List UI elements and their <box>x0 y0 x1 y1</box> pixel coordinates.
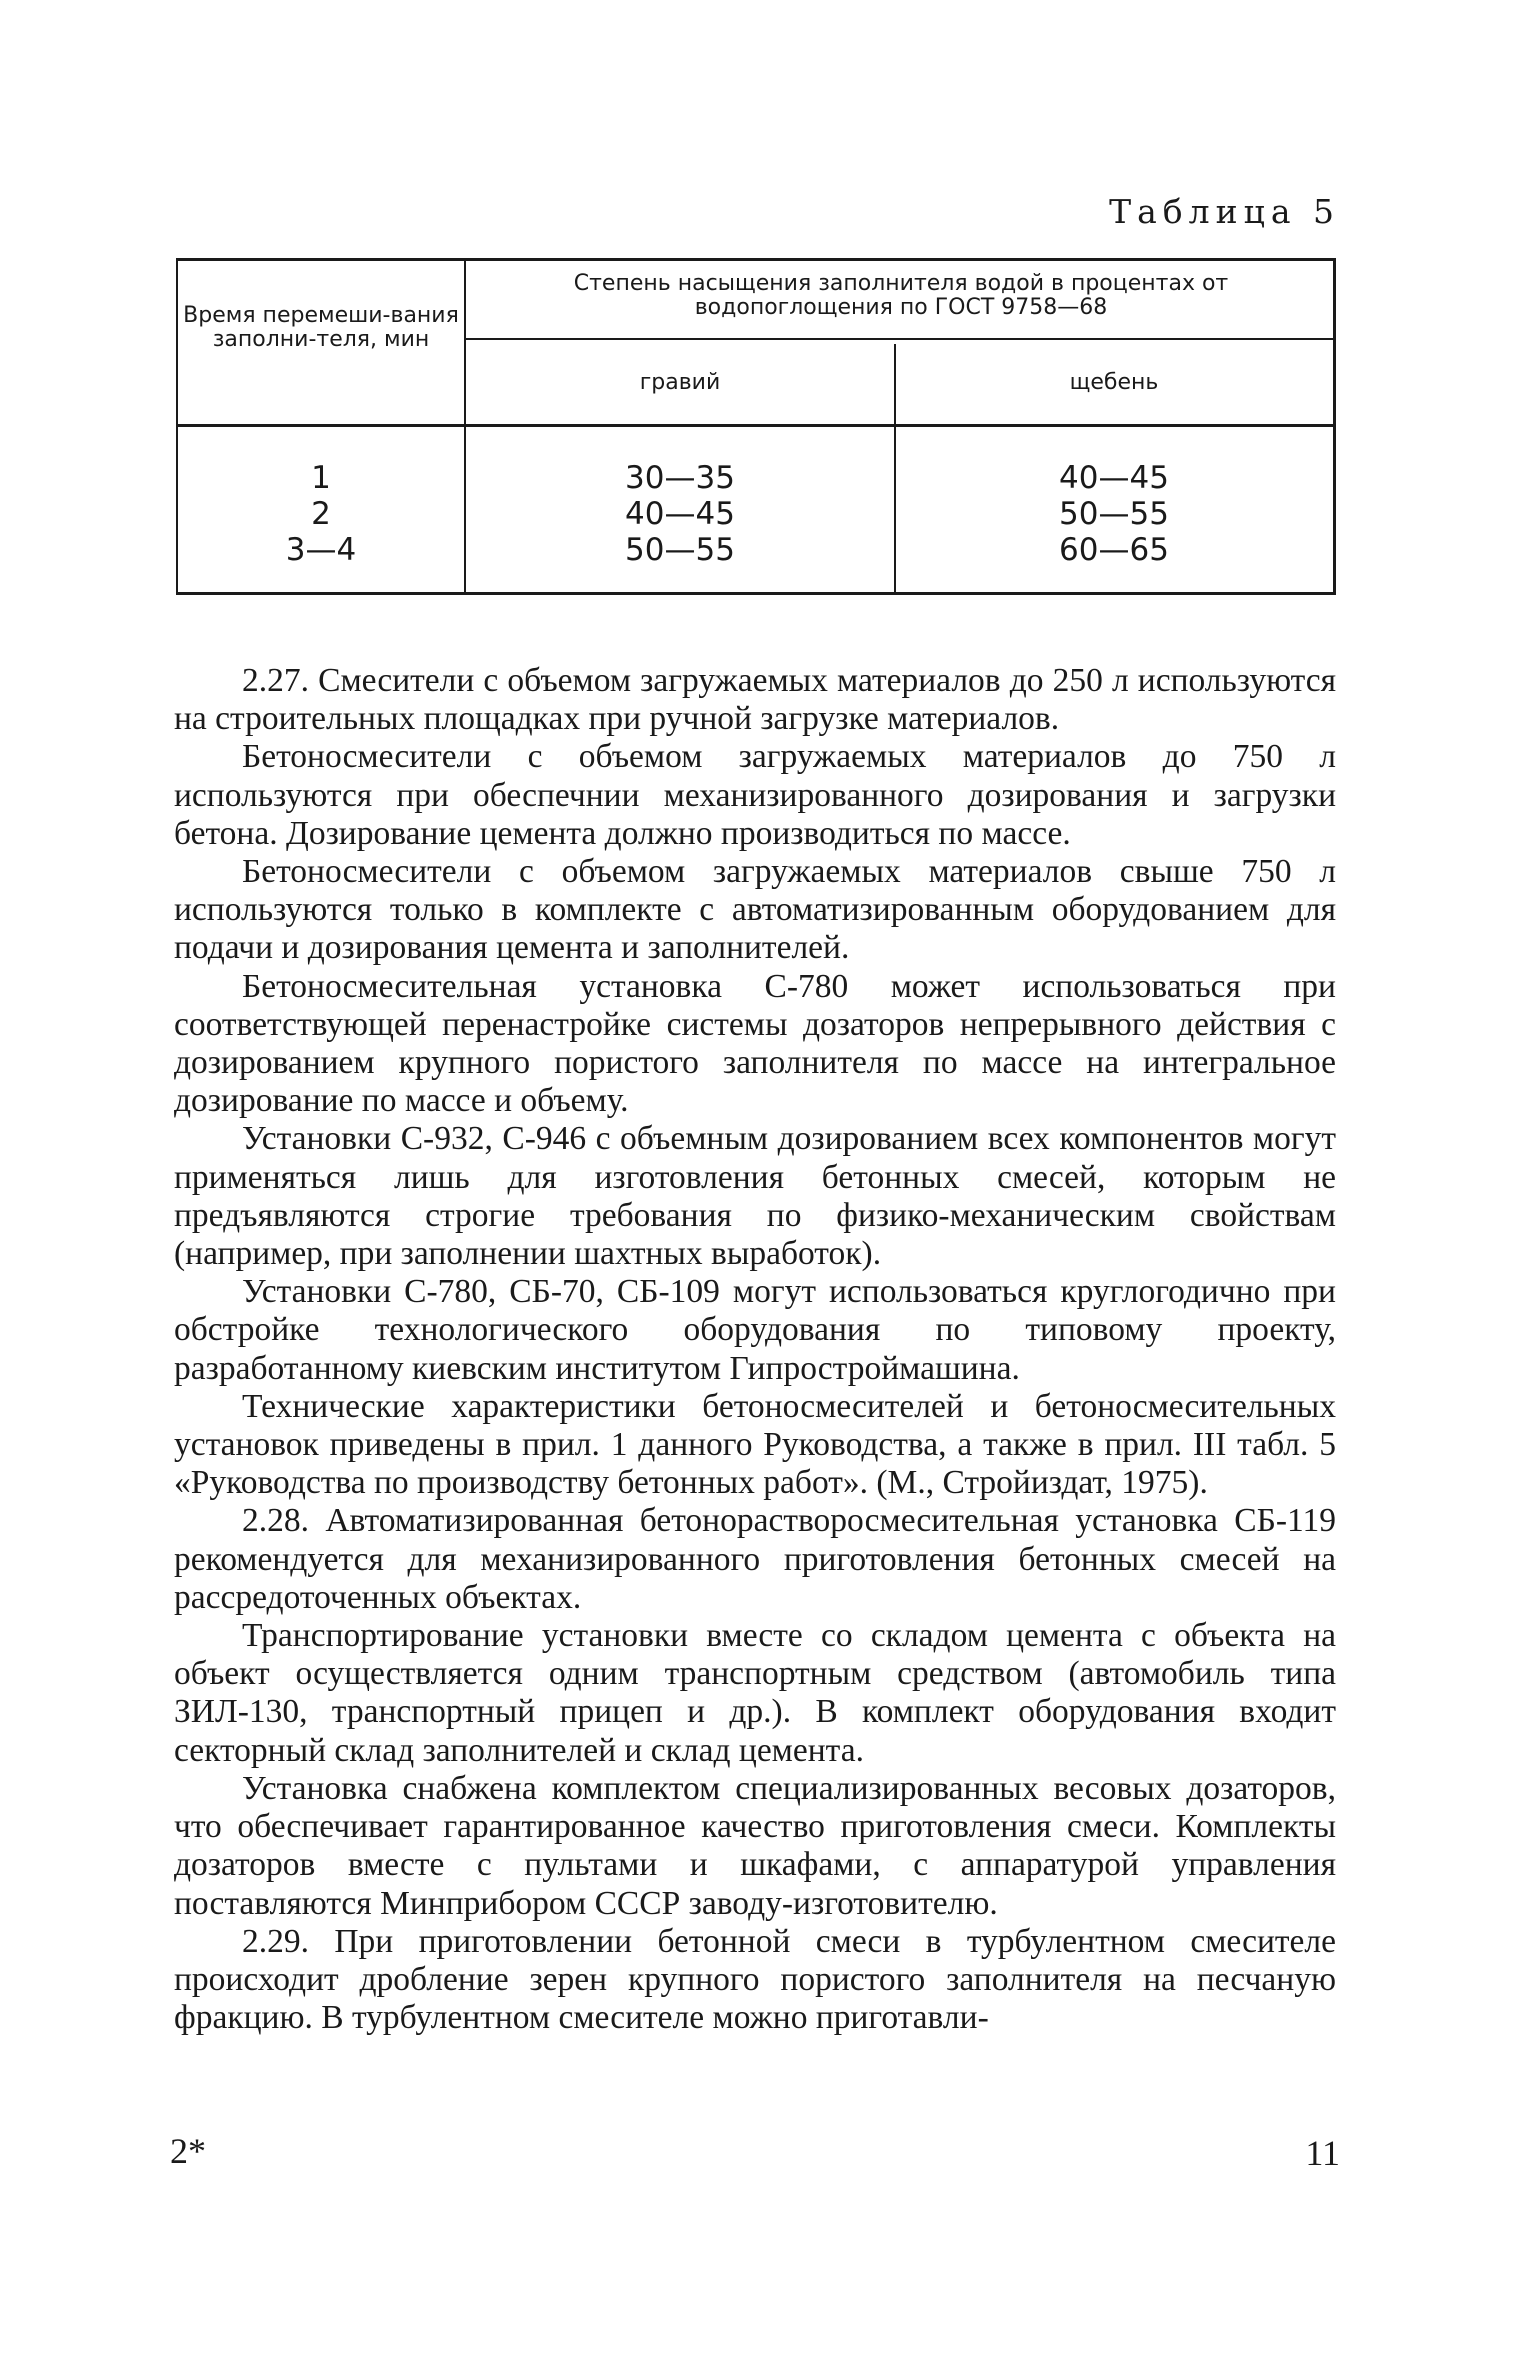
body-text <box>174 662 1336 2037</box>
paragraph: Установка снабжена комплектом специализированных весовых дозаторов, что обеспечивает гарантированное качество приготовления смеси. Комплекты дозаторов вместе с пультами и шкафами, с аппаратурой управления поставляются Минприбором СССР заводу-изготовителю. <box>174 1769 1336 1922</box>
paragraph: Бетоносмесители с объемом загружаемых материалов свыше 750 л используются только в комплекте с автоматизированным оборудованием для подачи и дозирования цемента и заполнителей. <box>174 853 1336 967</box>
page-number: 11 <box>1305 2133 1340 2173</box>
paragraph: Транспортирование установки вместе со складом цемента с объекта на объект осуществляется одним транспортным средством (автомобиль типа ЗИЛ-130, транспортный прицеп и др.). В комплект оборудования входит секторный склад заполнителей и склад цемента. <box>174 1617 1336 1769</box>
table-cell: 3—4 <box>285 532 357 568</box>
paragraph: 2.27. Смесители с объемом загружаемых материалов до 250 л используются на строительных площадках при ручной загрузке материалов. <box>174 662 1336 738</box>
column-gravel-values <box>468 460 892 568</box>
signature-mark: 2* <box>170 2131 206 2171</box>
table-cell: 1 <box>311 460 331 496</box>
table-bottom-rule <box>176 592 1336 595</box>
header-time-cell: Время перемеши-вания заполни-теля, мин <box>183 303 459 352</box>
paragraph: 2.28. Автоматизированная бетонорастворосмесительная установка СБ-119 рекомендуется для механизированного приготовления бетонных смесей на рассредоточенных объектах. <box>174 1502 1336 1616</box>
table-top-rule <box>176 258 1336 261</box>
table-cell: 2 <box>311 496 331 532</box>
paragraph: Бетоносмесительная установка С-780 может использоваться при соответствующей перенастройке системы дозаторов непрерывного действия с дозированием крупного пористого заполнителя по массе на интегральное дозирование по массе и объему. <box>174 967 1336 1120</box>
table-cell: 50—55 <box>625 532 735 568</box>
column-crushed-values <box>896 460 1332 568</box>
table-subheader-rule <box>466 338 1336 340</box>
paragraph: 2.29. При приготовлении бетонной смеси в турбулентном смесителе происходит дробление зерен крупного пористого заполнителя на песчаную фракцию. В турбулентном смесителе можно приготавли- <box>174 1922 1336 2037</box>
column-time-values <box>180 460 462 568</box>
header-crushed-stone-cell: щебень <box>1069 370 1159 395</box>
table-cell: 30—35 <box>625 460 735 496</box>
table-cell: 60—65 <box>1059 532 1169 568</box>
header-saturation-group: Степень насыщения заполнителя водой в процентах от водопоглощения по ГОСТ 9758—68 <box>573 271 1229 320</box>
table-cell: 40—45 <box>1059 460 1169 496</box>
table-header-rule <box>176 424 1336 427</box>
table-left-border <box>176 258 178 595</box>
header-gravel-cell: гравий <box>639 370 721 395</box>
paragraph: Установки С-932, С-946 с объемным дозированием всех компонентов могут применяться лишь для изготовления бетонных смесей, которым не предъявляются строгие требования по физико-механическим свойствам (например, при заполнении шахтных выработок). <box>174 1120 1336 1273</box>
table-cell: 50—55 <box>1059 496 1169 532</box>
paragraph: Бетоносмесители с объемом загружаемых материалов до 750 л используются при обеспечнии механизированного дозирования и загрузки бетона. Дозирование цемента должно производиться по массе. <box>174 738 1336 852</box>
paragraph: Технические характеристики бетоносмесителей и бетоносмесительных установок приведены в прил. 1 данного Руководства, а также в прил. III табл. 5 «Руководства по производству бетонных работ». (М., Стройиздат, 1975). <box>174 1387 1336 1502</box>
data-table <box>176 258 1336 598</box>
paragraph: Установки С-780, СБ-70, СБ-109 могут использоваться круглогодично при обстройке технологического оборудования по типовому проекту, разработанному киевским институтом Гипростроймашина. <box>174 1273 1336 1387</box>
table-col1-divider <box>464 258 466 595</box>
table-cell: 40—45 <box>625 496 735 532</box>
table-caption: Таблица 5 <box>1109 192 1340 231</box>
table-right-border <box>1333 258 1336 595</box>
